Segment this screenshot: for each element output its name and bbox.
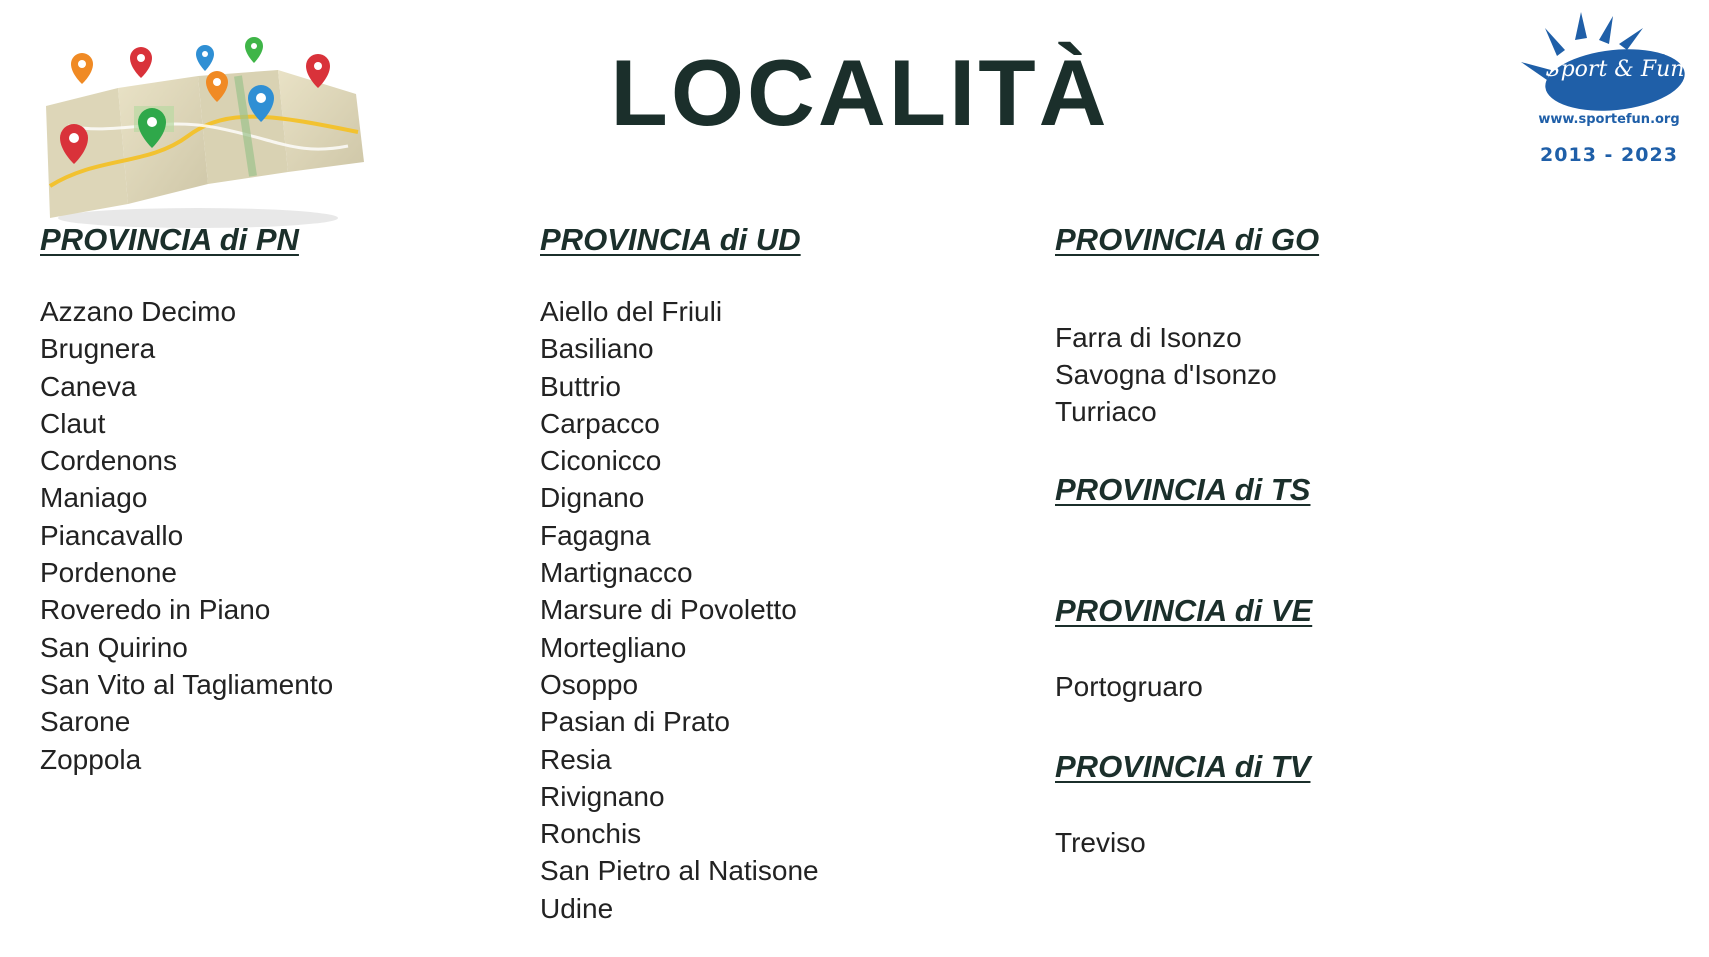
list-item: Resia xyxy=(540,743,612,775)
list-item: Fagagna xyxy=(540,519,651,551)
list-item: Martignacco xyxy=(540,557,693,589)
list-item: Farra di Isonzo xyxy=(1055,322,1242,353)
list-item: Brugnera xyxy=(40,333,156,365)
province-heading-ve: PROVINCIA di VE xyxy=(1055,593,1313,628)
town-list-go xyxy=(1055,319,1277,430)
list-item: Azzano Decimo xyxy=(40,296,237,327)
list-item: Savogna d'Isonzo xyxy=(1055,359,1277,390)
logo-text-sport: Sport & Fun xyxy=(1545,57,1685,82)
list-item: San Pietro al Natisone xyxy=(540,855,819,887)
town-list-ud xyxy=(540,293,819,927)
list-item: Osoppo xyxy=(540,668,639,700)
province-heading-go: PROVINCIA di GO xyxy=(1055,222,1320,257)
list-item: Piancavallo xyxy=(40,519,184,551)
list-item: Ronchis xyxy=(540,818,642,850)
list-item: Roveredo in Piano xyxy=(40,594,271,626)
list-item: Pordenone xyxy=(40,557,178,589)
list-item: Pasian di Prato xyxy=(540,706,730,738)
list-item: Carpacco xyxy=(540,407,660,439)
province-heading-ts: PROVINCIA di TS xyxy=(1055,472,1311,507)
list-item: Ciconicco xyxy=(540,445,662,477)
town-list-pn xyxy=(40,293,333,778)
list-item: San Quirino xyxy=(40,631,188,663)
list-item: Turriaco xyxy=(1055,396,1157,427)
list-item: Mortegliano xyxy=(540,631,687,663)
list-item: Treviso xyxy=(1055,827,1146,858)
logo-url: www.sportefun.org xyxy=(1538,112,1680,127)
list-item: Claut xyxy=(40,407,106,439)
folded-map-with-pins-icon xyxy=(38,36,398,232)
list-item: Maniago xyxy=(40,482,148,514)
list-item: Basiliano xyxy=(540,333,654,365)
list-item: Rivignano xyxy=(540,780,665,812)
page-title: LOCALITÀ xyxy=(610,40,1110,145)
list-item: Dignano xyxy=(540,482,645,514)
list-item: Cordenons xyxy=(40,445,177,477)
town-list-tv xyxy=(1055,824,1146,861)
province-heading-ud: PROVINCIA di UD xyxy=(540,222,801,257)
list-item: Aiello del Friuli xyxy=(540,296,723,327)
list-item: Caneva xyxy=(40,370,137,402)
list-item: San Vito al Tagliamento xyxy=(40,668,334,700)
list-item: Udine xyxy=(540,892,614,924)
province-heading-pn: PROVINCIA di PN xyxy=(40,222,299,257)
list-item: Marsure di Povoletto xyxy=(540,594,797,626)
list-item: Zoppola xyxy=(40,743,142,775)
list-item: Portogruaro xyxy=(1055,671,1203,702)
logo-years: 2013 - 2023 xyxy=(1540,144,1678,166)
list-item: Sarone xyxy=(40,706,131,738)
town-list-ve xyxy=(1055,668,1203,705)
list-item: Buttrio xyxy=(540,370,621,402)
province-heading-tv: PROVINCIA di TV xyxy=(1055,749,1311,784)
